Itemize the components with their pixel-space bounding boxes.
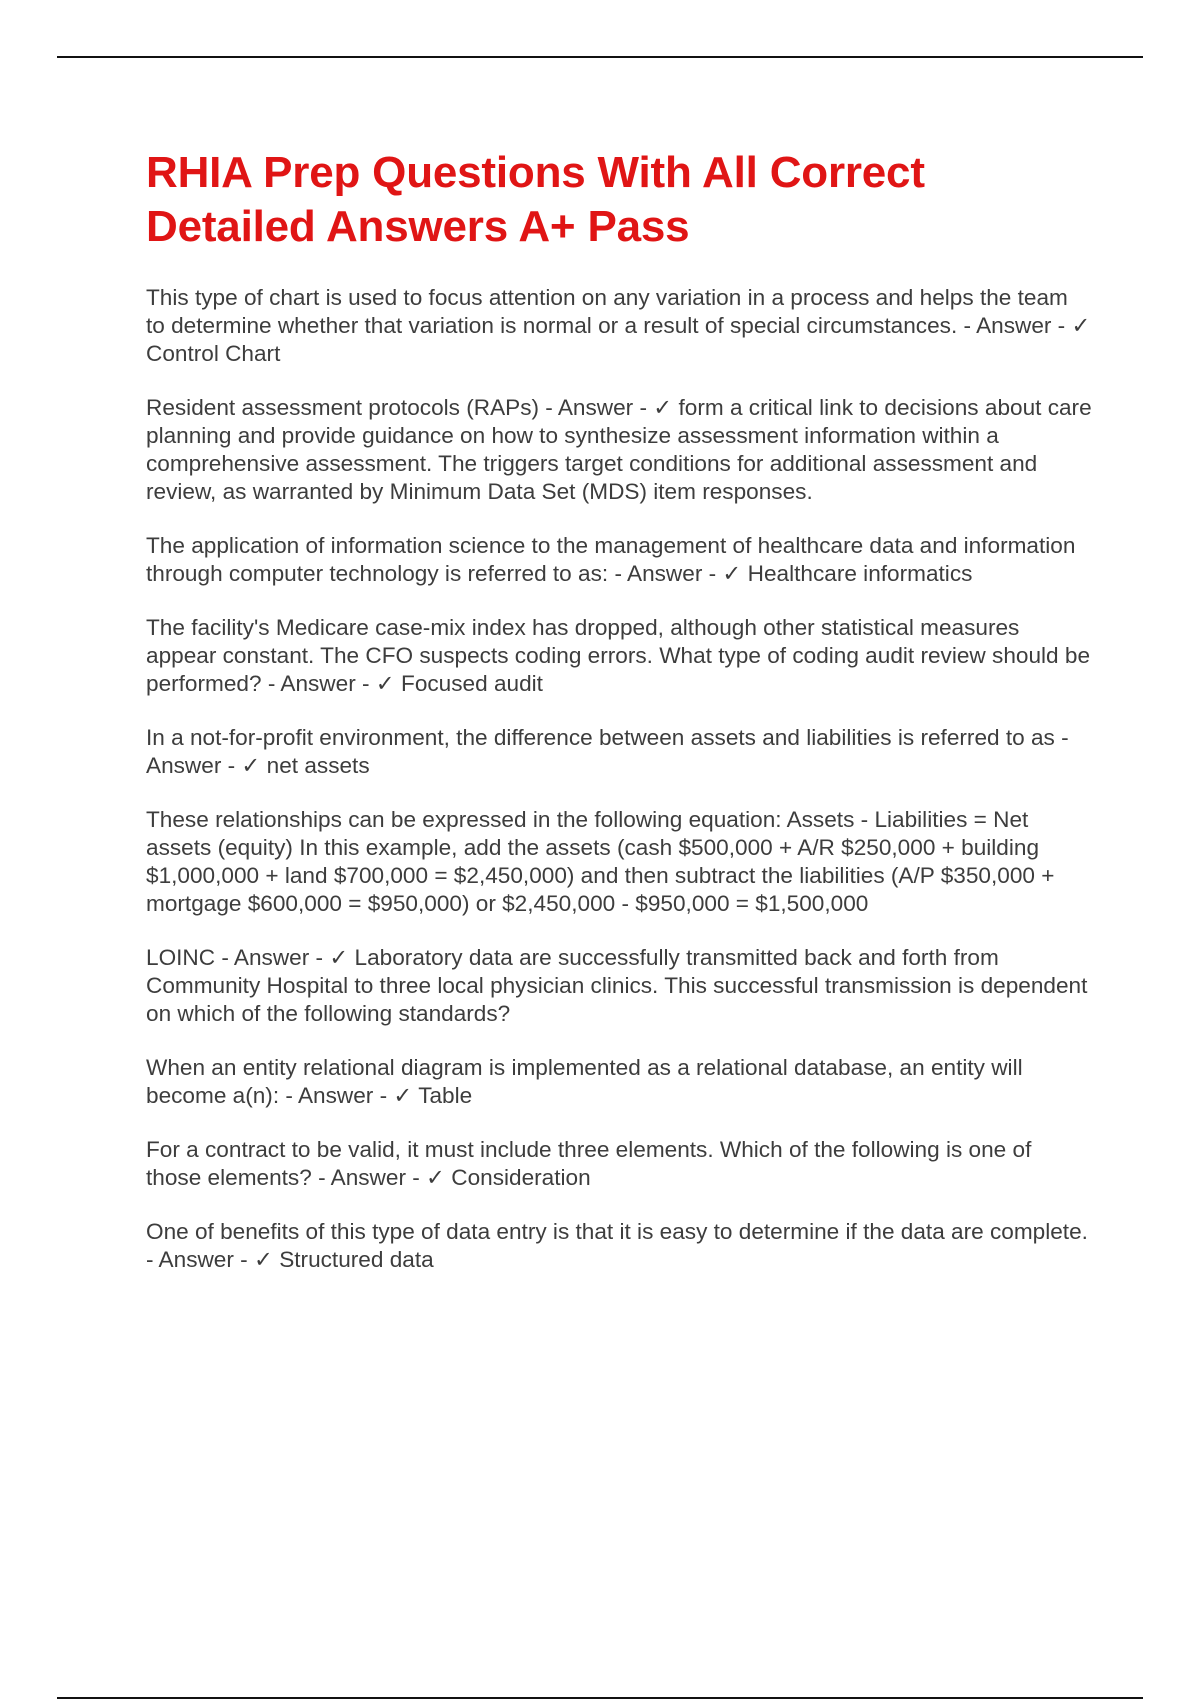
qa-answer: Consideration (451, 1165, 591, 1190)
check-mark-icon: ✓ (393, 1083, 413, 1108)
answer-separator: - Answer - (279, 1083, 394, 1108)
answer-separator: - Answer - (608, 561, 723, 586)
qa-item (146, 614, 1092, 698)
qa-item (146, 394, 1092, 506)
answer-separator: - Answer - (539, 395, 654, 420)
qa-answer: Laboratory data are successfully transmitted back and forth from Community Hospital to three local physician clinics. This successful transmission is dependent on which of the following standards? (146, 945, 1088, 1026)
answer-separator: - Answer - (146, 725, 1069, 778)
check-mark-icon: ✓ (722, 561, 742, 586)
qa-question: For a contract to be valid, it must include three elements. Which of the following is one of those elements? (146, 1137, 1032, 1190)
document-page (146, 146, 1092, 1300)
qa-question: One of benefits of this type of data entry is that it is easy to determine if the data are complete. (146, 1219, 1088, 1244)
qa-answer: form a critical link to decisions about care planning and provide guidance on how to synthesize assessment information within a comprehensive assessment. The triggers target conditions for additional assessment and review, as warranted by Minimum Data Set (MDS) item responses. (146, 395, 1092, 504)
qa-question: Resident assessment protocols (RAPs) (146, 395, 540, 420)
qa-item (146, 532, 1092, 588)
qa-item (146, 284, 1092, 368)
qa-answer: Healthcare informatics (747, 561, 973, 586)
answer-separator: - Answer - (311, 1165, 427, 1190)
top-rule (57, 56, 1143, 58)
qa-item (146, 1054, 1092, 1110)
qa-item (146, 724, 1092, 780)
qa-answer: Table (418, 1083, 473, 1108)
qa-question: When an entity relational diagram is implemented as a relational database, an entity will become a(n): (146, 1055, 1023, 1108)
check-mark-icon: ✓ (329, 945, 349, 970)
qa-item (146, 1218, 1092, 1274)
bottom-rule (57, 1697, 1143, 1699)
answer-separator: - Answer - (215, 945, 330, 970)
qa-answer: net assets (266, 753, 370, 778)
check-mark-icon: ✓ (241, 753, 261, 778)
answer-separator: - Answer - (957, 313, 1072, 338)
check-mark-icon: ✓ (653, 395, 673, 420)
qa-item (146, 944, 1092, 1028)
qa-answer: Focused audit (401, 671, 543, 696)
explanation-text: These relationships can be expressed in the following equation: Assets - Liabilities = Net assets (equity) In this example, add the assets (cash $500,000 + A/R $250,000 + building $1,000,000 + land $700,000 = $2,450,000) and then subtract the liabilities (A/P $350,000 + mortgage $600,000 = $950,000) or $2,450,000 - $950,000 = $1,500,000 (146, 807, 1055, 916)
qa-question: This type of chart is used to focus attention on any variation in a process and helps the team to determine whether that variation is normal or a result of special circumstances. (146, 285, 1068, 338)
check-mark-icon: ✓ (1071, 313, 1091, 338)
qa-question: LOINC (146, 945, 216, 970)
document-title: RHIA Prep Questions With All Correct Detailed Answers A+ Pass (146, 148, 925, 251)
qa-question: In a not-for-profit environment, the difference between assets and liabilities is referred to as (146, 725, 1055, 750)
check-mark-icon: ✓ (253, 1247, 273, 1272)
qa-item (146, 1136, 1092, 1192)
qa-list (146, 284, 1092, 1274)
qa-answer: Structured data (279, 1247, 434, 1272)
qa-answer: Control Chart (146, 341, 281, 366)
answer-separator: - Answer - (146, 1247, 254, 1272)
check-mark-icon: ✓ (426, 1165, 445, 1190)
answer-separator: - Answer - (261, 671, 376, 696)
explanation-paragraph (146, 806, 1092, 918)
check-mark-icon: ✓ (375, 671, 395, 696)
qa-question: The facility's Medicare case-mix index has dropped, although other statistical measures appear constant. The CFO suspects coding errors. What type of coding audit review should be performed? (146, 615, 1091, 696)
qa-question: The application of information science to the management of healthcare data and information through computer technology is referred to as: (146, 533, 1076, 586)
